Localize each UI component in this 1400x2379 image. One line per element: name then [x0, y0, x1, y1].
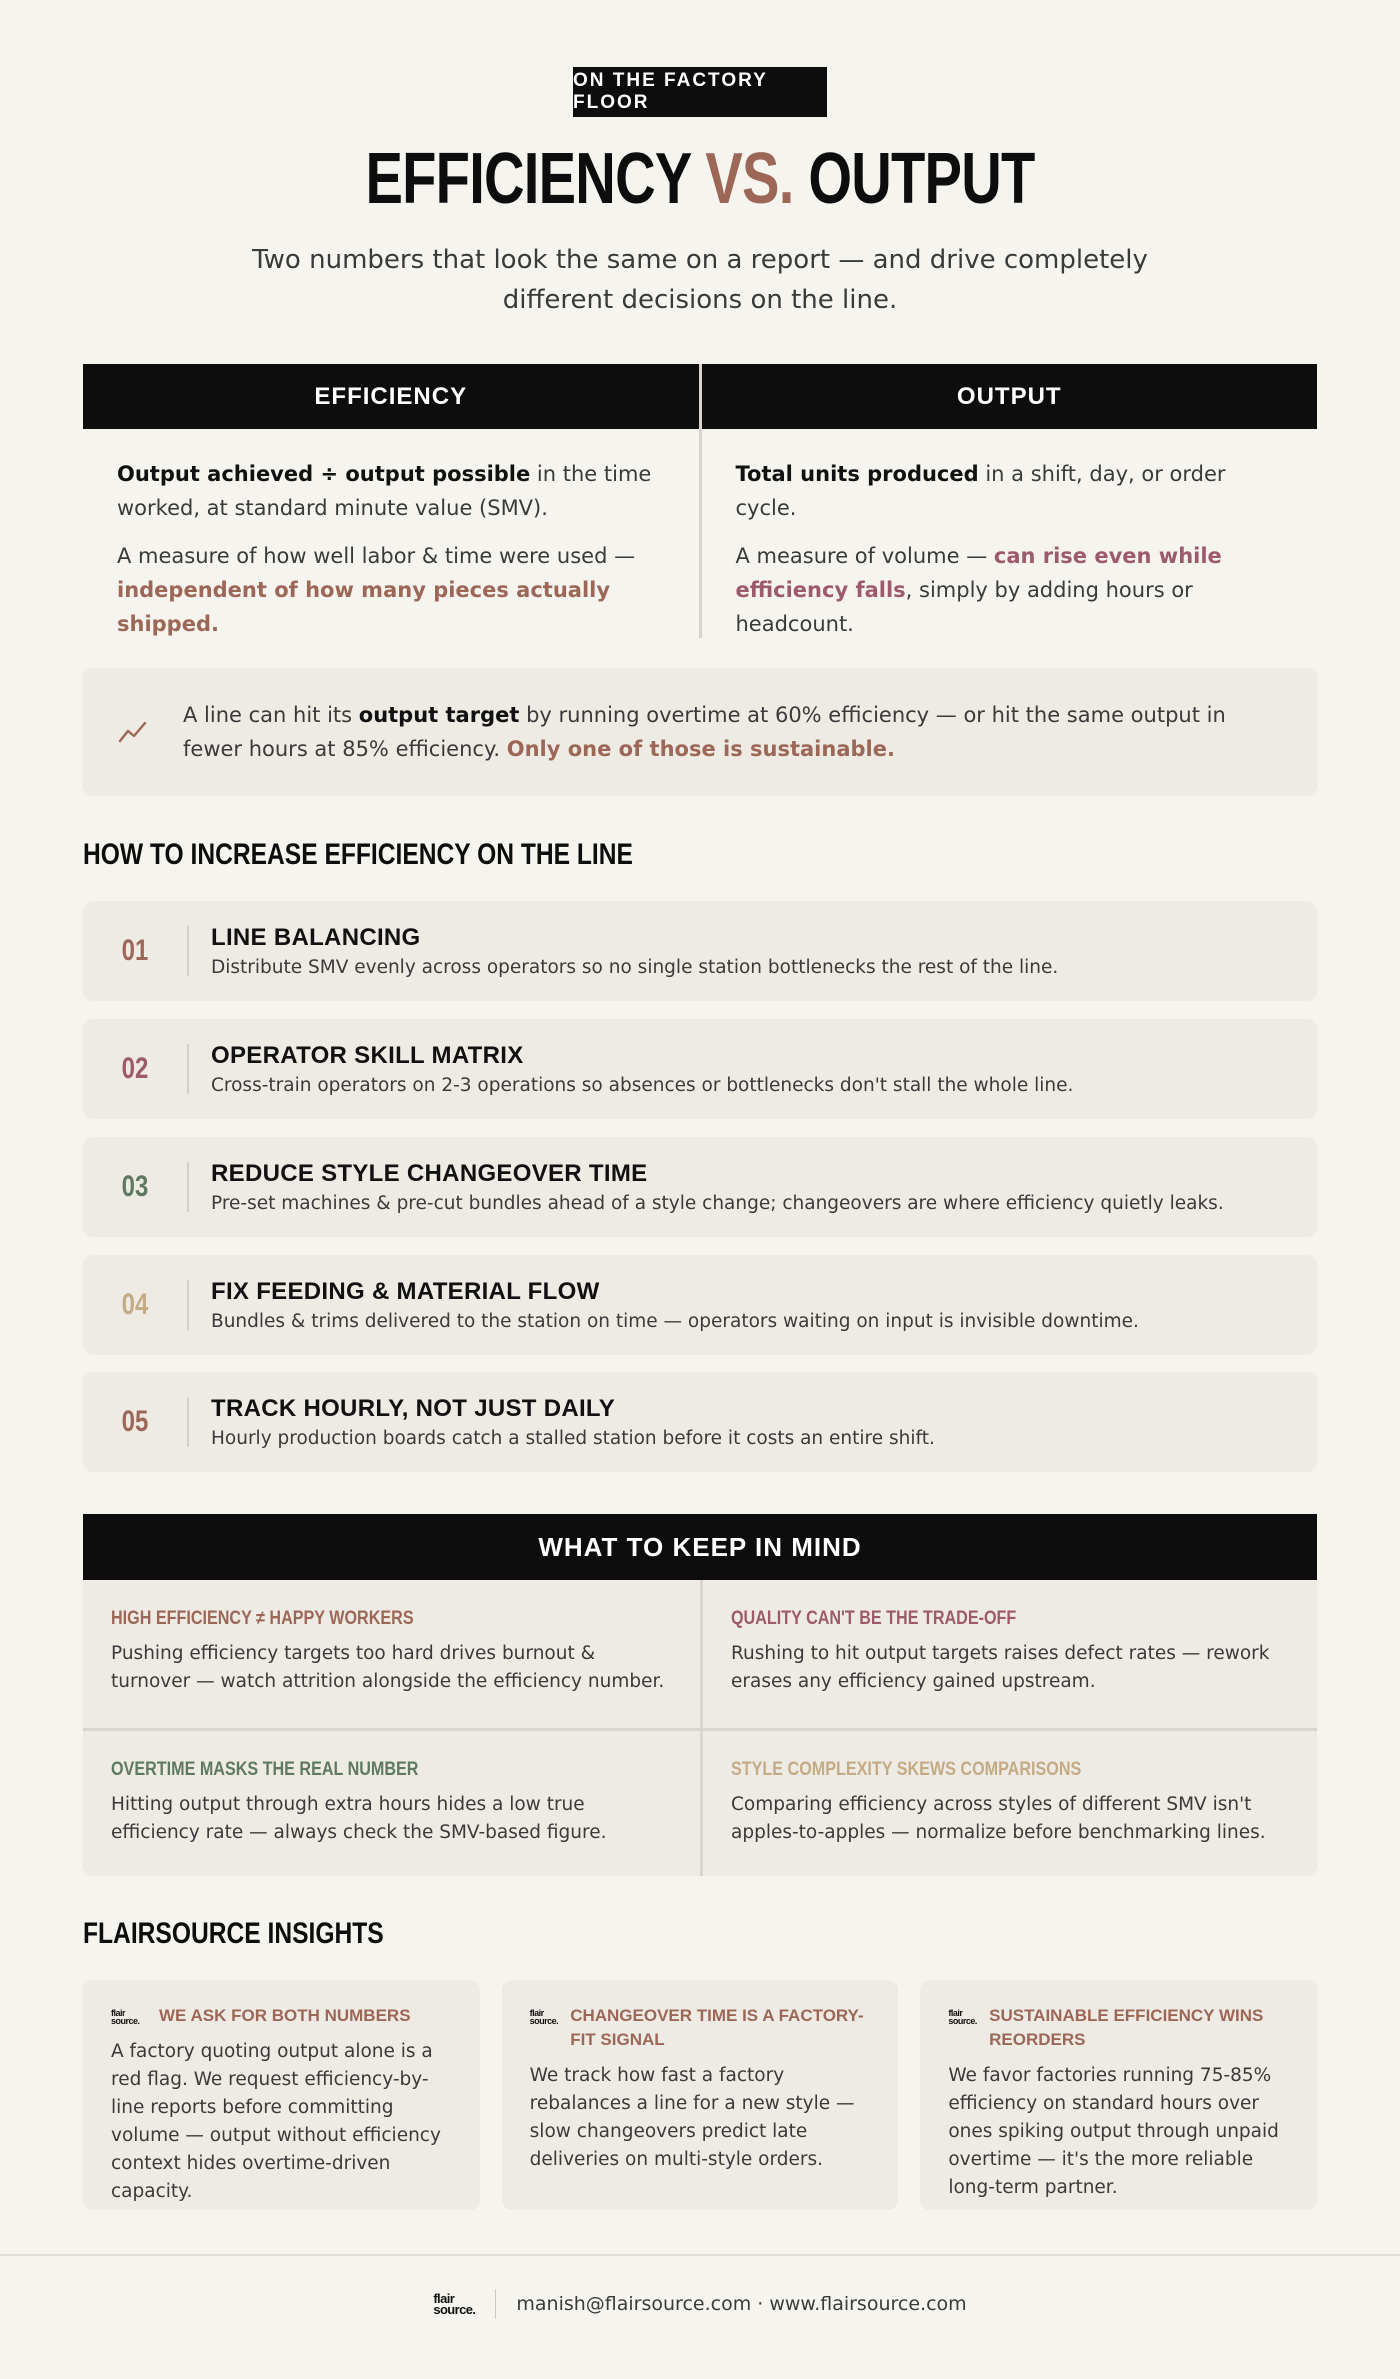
footer-contact[interactable]: manish@flairsource.com · www.flairsource.com — [516, 2293, 967, 2315]
flairsource-logo — [111, 2009, 147, 2025]
flairsource-logo — [948, 2009, 977, 2025]
page-title — [154, 138, 1246, 220]
footer-separator — [495, 2289, 496, 2319]
logo-line: source. — [433, 2302, 476, 2317]
keep-in-mind-title: STYLE COMPLEXITY SKEWS COMPARISONS — [731, 1759, 1082, 1780]
step-description: Pre-set machines & pre-cut bundles ahead of a style change; changeovers are where efficiency quietly leaks. — [211, 1193, 1224, 1214]
keep-in-mind-panel — [83, 1514, 1317, 1876]
flairsource-logo — [433, 2293, 475, 2315]
insight-description: We track how fast a factory rebalances a line for a new style — slow changeovers predict late deliveries on multi-style orders. — [529, 2065, 855, 2170]
keep-in-mind-heading: WHAT TO KEEP IN MIND — [83, 1514, 1317, 1580]
keep-in-mind-title: OVERTIME MASKS THE REAL NUMBER — [111, 1759, 419, 1780]
title-vs: VS. — [705, 139, 794, 219]
step-card — [83, 1372, 1317, 1472]
footer — [0, 2286, 1400, 2322]
logo-line: source. — [948, 2016, 977, 2026]
efficiency-explanation — [117, 539, 665, 641]
step-number: 05 — [121, 1405, 149, 1438]
insight-description: We favor factories running 75-85% efficiency on standard hours over ones spiking output through unpaid overtime — it's the more reliable long-term partner. — [948, 2065, 1279, 2198]
insight-description: A factory quoting output alone is a red flag. We request efficiency-by-line reports before committing volume — output without efficiency context hides overtime-driven capacity. — [111, 2041, 441, 2202]
keep-in-mind-description: Pushing efficiency targets too hard drives burnout & turnover — watch attrition alongside the efficiency number. — [111, 1643, 665, 1692]
step-title: FIX FEEDING & MATERIAL FLOW — [211, 1278, 600, 1305]
step-number: 03 — [121, 1170, 149, 1203]
output-heading: OUTPUT — [702, 364, 1318, 429]
logo-line: flair — [111, 2008, 126, 2018]
efficiency-definition — [117, 457, 665, 525]
callout-accent: Only one of those is sustainable. — [506, 737, 895, 761]
flairsource-logo — [530, 2009, 559, 2025]
callout-bold: output target — [358, 703, 520, 727]
efficiency-heading: EFFICIENCY — [83, 364, 699, 429]
step-card — [83, 1137, 1317, 1237]
output-explanation-end: , simply by adding hours or headcount. — [735, 578, 1193, 636]
step-description: Distribute SMV evenly across operators so no single station bottlenecks the rest of the line. — [211, 957, 1059, 978]
efficiency-formula: Output achieved ÷ output possible — [117, 462, 531, 486]
step-title: TRACK HOURLY, NOT JUST DAILY — [211, 1395, 616, 1422]
output-column — [699, 364, 1318, 638]
insight-title: WE ASK FOR BOTH NUMBERS — [159, 2006, 411, 2025]
comparison-table — [83, 364, 1317, 638]
keep-in-mind-description: Rushing to hit output targets raises defect rates — rework erases any efficiency gained upstream. — [731, 1643, 1270, 1692]
insight-title: SUSTAINABLE EFFICIENCY WINS REORDERS — [989, 2006, 1264, 2049]
step-title: OPERATOR SKILL MATRIX — [211, 1042, 524, 1069]
efficiency-formula-rest: in the time worked, at standard minute value (SMV). — [117, 462, 652, 520]
footer-divider — [0, 2254, 1400, 2256]
step-description: Hourly production boards catch a stalled station before it costs an entire shift. — [211, 1428, 935, 1449]
title-part-efficiency: EFFICIENCY — [365, 139, 706, 219]
output-explanation-start: A measure of volume — — [735, 544, 994, 568]
insight-card — [502, 1980, 899, 2210]
step-card — [83, 901, 1317, 1001]
insight-card — [83, 1980, 480, 2210]
logo-line: source. — [111, 2016, 140, 2026]
keep-in-mind-item — [700, 1580, 1317, 1728]
output-definition — [736, 457, 1284, 525]
insights-section-title: FLAIRSOURCE INSIGHTS — [83, 1917, 384, 1950]
step-card — [83, 1019, 1317, 1119]
callout-text — [183, 698, 1317, 766]
keep-in-mind-item — [700, 1728, 1317, 1876]
step-title: LINE BALANCING — [211, 924, 421, 951]
step-title: REDUCE STYLE CHANGEOVER TIME — [211, 1160, 648, 1187]
output-formula-rest: in a shift, day, or order cycle. — [735, 462, 1226, 520]
keep-in-mind-item — [83, 1580, 700, 1728]
output-formula: Total units produced — [735, 462, 979, 486]
callout-text-start: A line can hit its — [183, 703, 359, 727]
efficiency-explanation-start: A measure of how well labor & time were used — — [117, 544, 636, 568]
efficiency-column — [83, 364, 699, 638]
output-explanation-accent: can rise even while efficiency falls — [735, 544, 1222, 602]
title-part-output: OUTPUT — [793, 139, 1035, 219]
keep-in-mind-title: QUALITY CAN'T BE THE TRADE-OFF — [731, 1608, 1017, 1629]
insights-row — [83, 1980, 1317, 2210]
trend-line-icon — [83, 719, 183, 745]
step-number: 02 — [121, 1052, 149, 1085]
logo-line: flair — [529, 2008, 544, 2018]
keep-in-mind-item — [83, 1728, 700, 1876]
logo-line: flair — [433, 2291, 455, 2306]
insight-title: CHANGEOVER TIME IS A FACTORY-FIT SIGNAL — [570, 2006, 864, 2049]
step-description: Bundles & trims delivered to the station on time — operators waiting on input is invisible downtime. — [211, 1311, 1139, 1332]
keep-in-mind-description: Comparing efficiency across styles of different SMV isn't apples-to-apples — normalize before benchmarking lines. — [731, 1794, 1266, 1843]
efficiency-explanation-accent: independent of how many pieces actually shipped. — [117, 578, 611, 636]
keep-in-mind-title: HIGH EFFICIENCY ≠ HAPPY WORKERS — [111, 1608, 414, 1629]
insight-card — [920, 1980, 1317, 2210]
logo-line: source. — [529, 2016, 559, 2026]
callout-text-middle: by running overtime at 60% efficiency — or hit the same output in fewer hours at 85% efficiency. — [183, 703, 1226, 761]
step-card — [83, 1255, 1317, 1355]
kicker-badge: ON THE FACTORY FLOOR — [573, 67, 827, 117]
steps-section-title: HOW TO INCREASE EFFICIENCY ON THE LINE — [83, 838, 633, 871]
step-number: 01 — [121, 934, 149, 967]
step-number: 04 — [121, 1288, 149, 1321]
page-subtitle: Two numbers that look the same on a report — and drive completely different decisions on the line. — [252, 245, 1148, 315]
keep-in-mind-description: Hitting output through extra hours hides a low true efficiency rate — always check the SMV-based figure. — [111, 1794, 607, 1843]
output-explanation — [736, 539, 1284, 641]
step-description: Cross-train operators on 2-3 operations so absences or bottlenecks don't stall the whole line. — [211, 1075, 1074, 1096]
logo-line: flair — [948, 2008, 963, 2018]
callout-box — [83, 668, 1317, 796]
